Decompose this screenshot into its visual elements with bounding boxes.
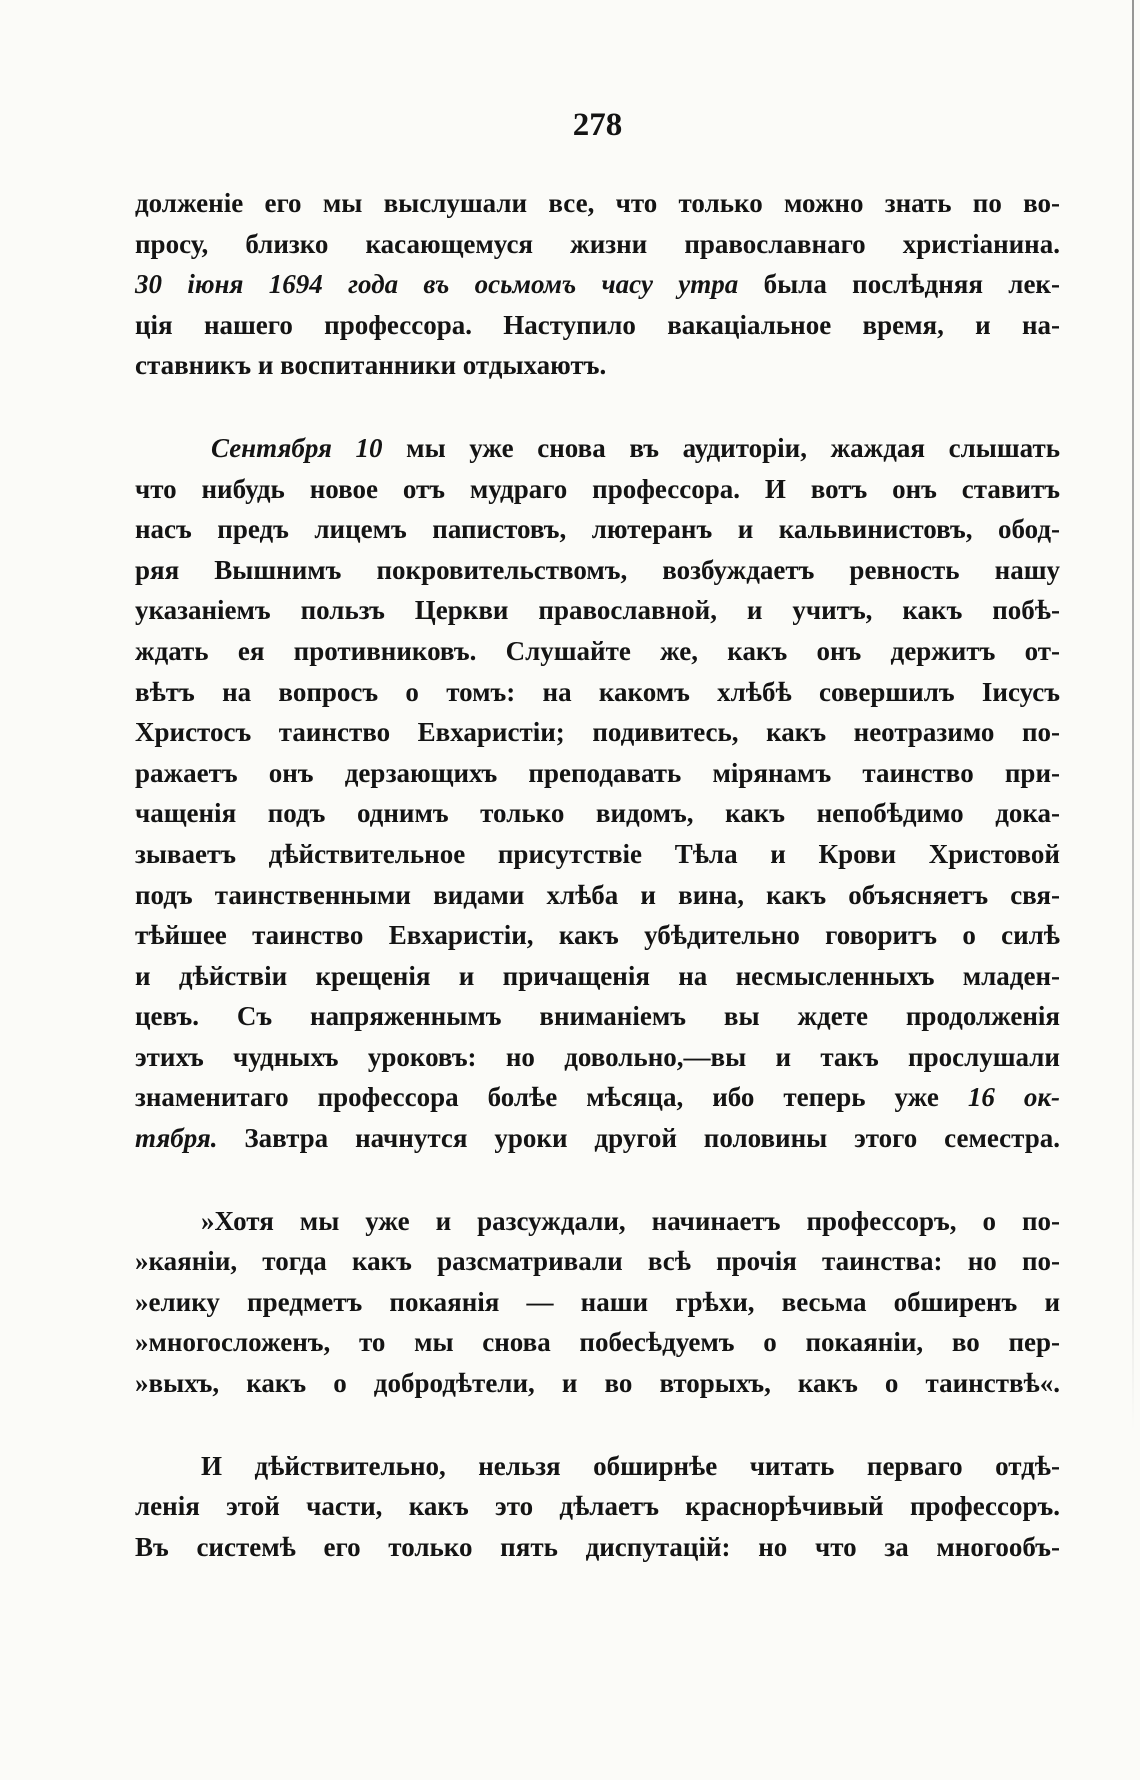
- italic-text: 16 ок-: [967, 1082, 1060, 1113]
- text-line: И дѣйствительно, нельзя обширнѣе читать перваго отдѣ-: [201, 1450, 1060, 1481]
- text-line: [135, 428, 1060, 469]
- text-line: ражаетъ онъ дерзающихъ преподавать мірянамъ таинство при-: [135, 757, 1060, 788]
- text-line: [135, 264, 1060, 305]
- text-line: [135, 1118, 1060, 1159]
- text-line: этихъ чудныхъ уроковъ: но довольно,—вы и такъ прослушали: [135, 1041, 1060, 1072]
- text-segment: была послѣдняя лек-: [738, 269, 1060, 300]
- text-line: просу, близко касающемуся жизни православнаго христіанина.: [135, 228, 1060, 259]
- text-segment: мы уже снова въ аудиторіи, жаждая слышать: [382, 432, 1060, 463]
- paragraph: [135, 1446, 1060, 1568]
- text-line: ставникъ и воспитанники отдыхаютъ.: [135, 350, 607, 381]
- text-line: »елику предметъ покаянія — наши грѣхи, весьма обширенъ и: [135, 1286, 1060, 1317]
- page-text: [135, 183, 1060, 1567]
- italic-text: тября.: [135, 1123, 218, 1154]
- text-line: ждать ея противниковъ. Слушайте же, какъ онъ держитъ от-: [135, 635, 1060, 666]
- text-line: Христосъ таинство Евхаристіи; подивитесь, какъ неотразимо по-: [135, 717, 1060, 748]
- text-line: »выхъ, какъ о добродѣтели, и во вторыхъ, какъ о таинствѣ«.: [135, 1368, 1060, 1399]
- text-line: подъ таинственными видами хлѣба и вина, какъ объясняетъ свя-: [135, 879, 1060, 910]
- paragraph: [135, 428, 1060, 1159]
- text-line: ряя Вышнимъ покровительствомъ, возбуждаетъ ревность нашу: [135, 554, 1060, 585]
- text-segment: знаменитаго профессора болѣе мѣсяца, ибо теперь уже: [135, 1082, 968, 1113]
- text-line: насъ предъ лицемъ папистовъ, лютеранъ и кальвинистовъ, обод-: [135, 514, 1060, 545]
- text-line: цевъ. Съ напряженнымъ вниманіемъ вы ждете продолженія: [135, 1001, 1060, 1032]
- text-line: тѣйшее таинство Евхаристіи, какъ убѣдительно говоритъ о силѣ: [135, 920, 1060, 951]
- text-segment: Завтра начнутся уроки другой половины этого семестра.: [217, 1123, 1060, 1154]
- italic-text: 30 іюня 1694 года въ осьмомъ часу утра: [135, 269, 739, 300]
- text-line: »Хотя мы уже и разсуждали, начинаетъ профессоръ, о по-: [201, 1205, 1060, 1236]
- text-line: что нибудь новое отъ мудраго профессора. И вотъ онъ ставитъ: [135, 473, 1060, 504]
- text-line: чащенія подъ однимъ только видомъ, какъ непобѣдимо дока-: [135, 798, 1060, 829]
- text-line: вѣтъ на вопросъ о томъ: на какомъ хлѣбѣ совершилъ Іисусъ: [135, 676, 1060, 707]
- paragraph: [135, 183, 1060, 386]
- text-line: ленія этой части, какъ это дѣлаетъ краснорѣчивый профессоръ.: [135, 1491, 1060, 1522]
- text-line: Въ системѣ его только пять диспутацій: но что за многообъ-: [135, 1531, 1060, 1562]
- scan-edge-line: [1132, 0, 1134, 1430]
- text-line: долженіе его мы выслушали все, что только можно знать по во-: [135, 188, 1060, 218]
- italic-text: Сентября 10: [211, 432, 383, 463]
- text-line: »многосложенъ, то мы снова побесѣдуемъ о покаяніи, во пер-: [135, 1327, 1060, 1358]
- text-line: »каяніи, тогда какъ разсматривали всѣ прочія таинства: но по-: [135, 1246, 1060, 1277]
- page-number: 278: [572, 107, 623, 143]
- text-line: ція нашего профессора. Наступило вакаціальное время, и на-: [135, 309, 1060, 340]
- text-line: и дѣйствіи крещенія и причащенія на несмысленныхъ младен-: [135, 960, 1060, 991]
- paragraph: [135, 1201, 1060, 1404]
- text-line: [135, 1077, 1060, 1118]
- text-line: указаніемъ пользъ Церкви православной, и учитъ, какъ побѣ-: [135, 595, 1060, 626]
- text-line: зываетъ дѣйствительное присутствіе Тѣла и Крови Христовой: [135, 838, 1060, 869]
